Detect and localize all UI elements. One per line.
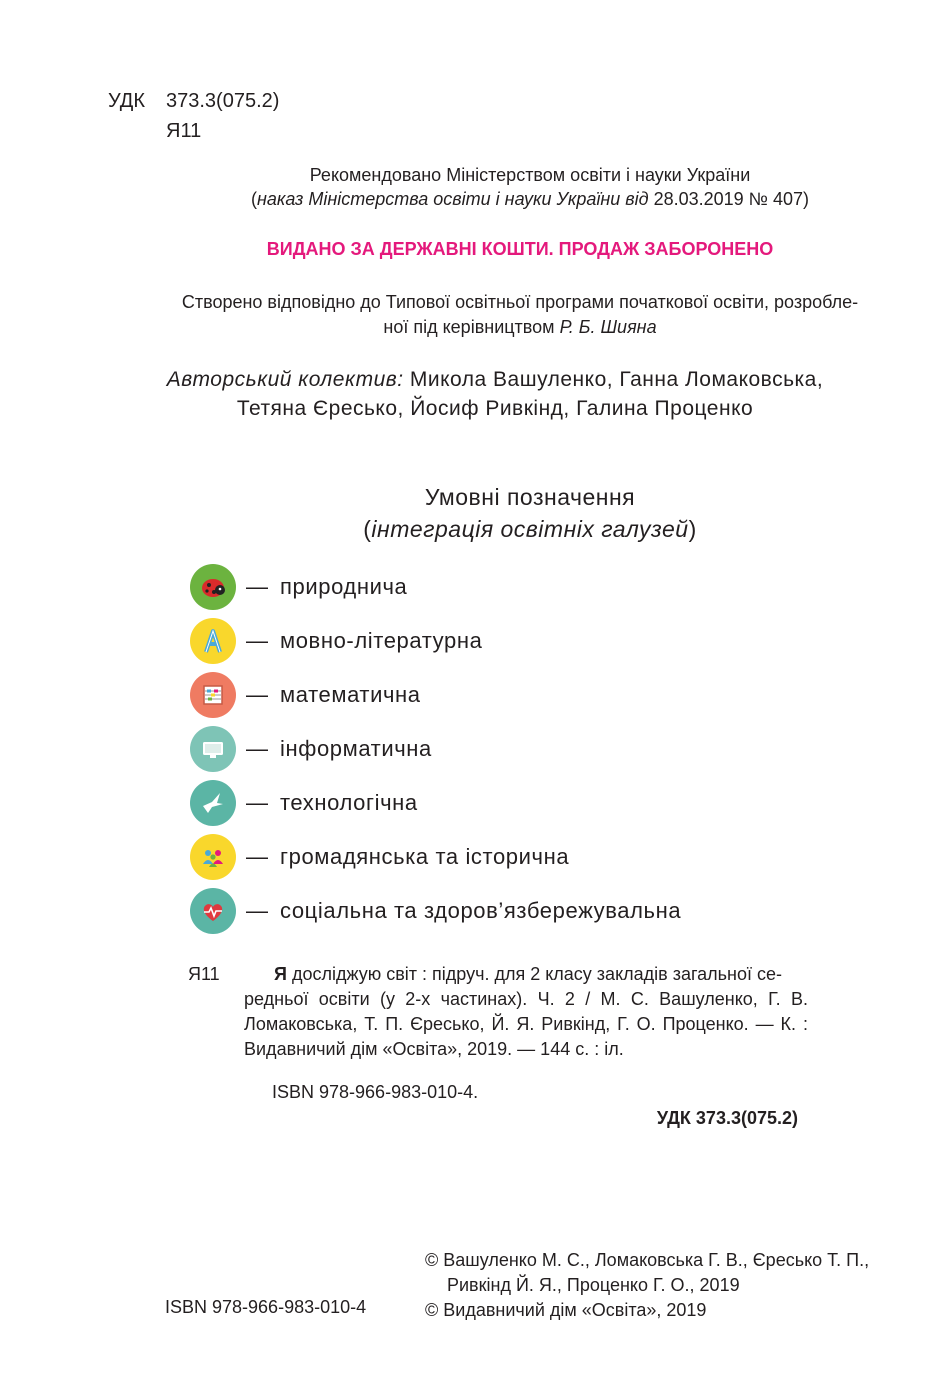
udk-code: 373.3(075.2) <box>166 90 280 112</box>
legend-heading <box>220 481 840 545</box>
legend-item-natural: — природнича <box>190 560 681 614</box>
legend-item-technology: — технологічна <box>190 776 681 830</box>
program-note-line2: ної під керівництвом Р. Б. Шияна <box>383 317 657 337</box>
legend-item-math: — математична <box>190 668 681 722</box>
supervisor-name: Р. Б. Шияна <box>559 317 657 337</box>
legend-label: соціальна та здоров’язбережувальна <box>280 898 682 923</box>
legend-label: математична <box>280 682 421 707</box>
authors-line2: Тетяна Єресько, Йосиф Ривкінд, Галина Проценко <box>236 397 754 420</box>
copyright-line1: © Вашуленко М. С., Ломаковська Г. В., Єресько Т. П., <box>425 1250 870 1270</box>
heart-pulse-icon <box>190 888 236 934</box>
legend-item-social: — соціальна та здоров’язбережувальна <box>190 884 681 938</box>
legend-item-civic: — громадянська та історична <box>190 830 681 884</box>
program-note <box>140 290 900 340</box>
legend-list <box>190 560 681 938</box>
ladybug-icon <box>190 564 236 610</box>
legend-label: громадянська та історична <box>280 844 570 869</box>
catalog-bold-word: Я <box>274 964 287 984</box>
legend-title: Умовні позначення <box>424 484 636 510</box>
recommendation <box>160 163 900 211</box>
legend-label: природнича <box>280 574 408 599</box>
abacus-icon <box>190 672 236 718</box>
catalog-code: Я11 <box>188 964 220 984</box>
authors-line1: Микола Вашуленко, Ганна Ломаковська, <box>403 368 824 391</box>
author-mark: Я11 <box>166 120 202 142</box>
catalog-isbn: ISBN 978-966-983-010-4. <box>272 1082 479 1102</box>
catalog-description: Я досліджую світ : підруч. для 2 класу закладів загальної се-редньої освіти (у 2-х частинах). Ч. 2 / М. С. Вашуленко, Г. В. Ломаковська, Т. П. Єресько, Й. Я. Ривкінд, Г. О. Проценко. — К. : Видавничий дім «Освіта», 2019. — 144 с. : іл. <box>244 964 808 1059</box>
authors-label: Авторський колектив: <box>166 368 404 391</box>
catalog-udk: УДК 373.3(075.2) <box>656 1108 798 1128</box>
legend-label: мовно-літературна <box>280 628 483 653</box>
monitor-icon <box>190 726 236 772</box>
letter-a-icon <box>190 618 236 664</box>
legend-item-language: — мовно-літературна <box>190 614 681 668</box>
legend-label: технологічна <box>280 790 418 815</box>
copyright-block <box>425 1248 869 1323</box>
udk-label: УДК <box>108 90 146 112</box>
copyright-line3: © Видавничий дім «Освіта», 2019 <box>425 1300 707 1320</box>
legend-subtitle: (інтеграція освітніх галузей) <box>363 516 697 542</box>
copyright-line2: Ривкінд Й. Я., Проценко Г. О., 2019 <box>447 1275 740 1295</box>
people-icon <box>190 834 236 880</box>
state-notice: ВИДАНО ЗА ДЕРЖАВНІ КОШТИ. ПРОДАЖ ЗАБОРОНЕНО <box>266 239 774 259</box>
legend-item-informatics: — інформатична <box>190 722 681 776</box>
authors <box>100 365 890 423</box>
paper-bird-icon <box>190 780 236 826</box>
legend-label: інформатична <box>280 736 432 761</box>
recommendation-line1: Рекомендовано Міністерством освіти і науки України <box>309 165 751 185</box>
program-note-line1: Створено відповідно до Типової освітньої програми початкової освіти, розробле- <box>181 292 859 312</box>
recommendation-line2: (наказ Міністерства освіти і науки України від 28.03.2019 № 407) <box>250 189 810 209</box>
isbn-bottom: ISBN 978-966-983-010-4 <box>165 1297 367 1317</box>
catalog-card <box>188 962 808 1062</box>
order-italic: наказ Міністерства освіти і науки України від <box>256 189 649 209</box>
udk-block <box>108 86 279 146</box>
